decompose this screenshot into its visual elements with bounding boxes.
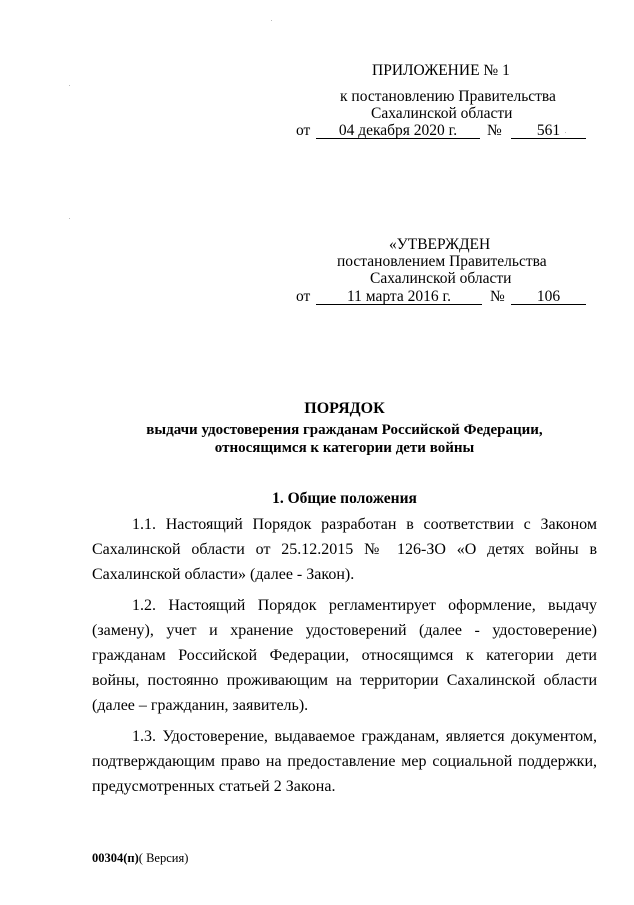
approved-number-label: №	[490, 288, 505, 305]
scan-speck	[69, 85, 70, 86]
approved-region-line: Сахалинской области	[370, 270, 512, 287]
document-title: ПОРЯДОК	[304, 400, 385, 417]
appendix-title: ПРИЛОЖЕНИЕ № 1	[372, 62, 510, 79]
approved-decree-line: постановлением Правительства	[337, 253, 547, 270]
appendix-from-label: от	[296, 122, 311, 139]
appendix-region-line: Сахалинской области	[371, 105, 513, 122]
paragraph-1-1: 1.1. Настоящий Порядок разработан в соответствии с Законом Сахалинской области от 25.12.2015 № 126-ЗО «О детях войны в Сахалинской области» (далее - Закон).	[92, 516, 597, 583]
appendix-decree-line: к постановлению Правительства	[340, 88, 556, 105]
footer	[92, 851, 188, 866]
footer-code: 00304(п)	[92, 851, 139, 865]
appendix-number: 561	[536, 122, 561, 139]
document-subtitle-line1: выдачи удостоверения гражданам Российской Федерации,	[146, 422, 543, 438]
approved-from-label: от	[296, 288, 311, 305]
section-body	[92, 512, 597, 799]
scan-speck	[271, 20, 272, 21]
document-subtitle-line2: относящимся к категории дети войны	[214, 440, 475, 456]
approved-title: «УТВЕРЖДЕН	[389, 236, 491, 253]
approved-number: 106	[536, 288, 561, 305]
appendix-date: 04 декабря 2020 г.	[338, 122, 458, 139]
approved-date: 11 марта 2016 г.	[346, 288, 451, 305]
paragraph-1-3: 1.3. Удостоверение, выдаваемое гражданам, является документом, подтверждающим право на предоставление мер социальной поддержки, предусмотренных статьей 2 Закона.	[92, 728, 597, 795]
footer-version: ( Версия)	[138, 851, 189, 865]
scan-speck	[69, 218, 70, 219]
appendix-number-label: №	[487, 122, 502, 139]
section-heading: 1. Общие положения	[272, 490, 417, 507]
paragraph-1-2: 1.2. Настоящий Порядок регламентирует оформление, выдачу (замену), учет и хранение удостоверений (далее - удостоверение) гражданам Российской Федерации, относящимся к категории дети войны, постоянно проживающим на территории Сахалинской области (далее – гражданин, заявитель).	[92, 597, 597, 714]
